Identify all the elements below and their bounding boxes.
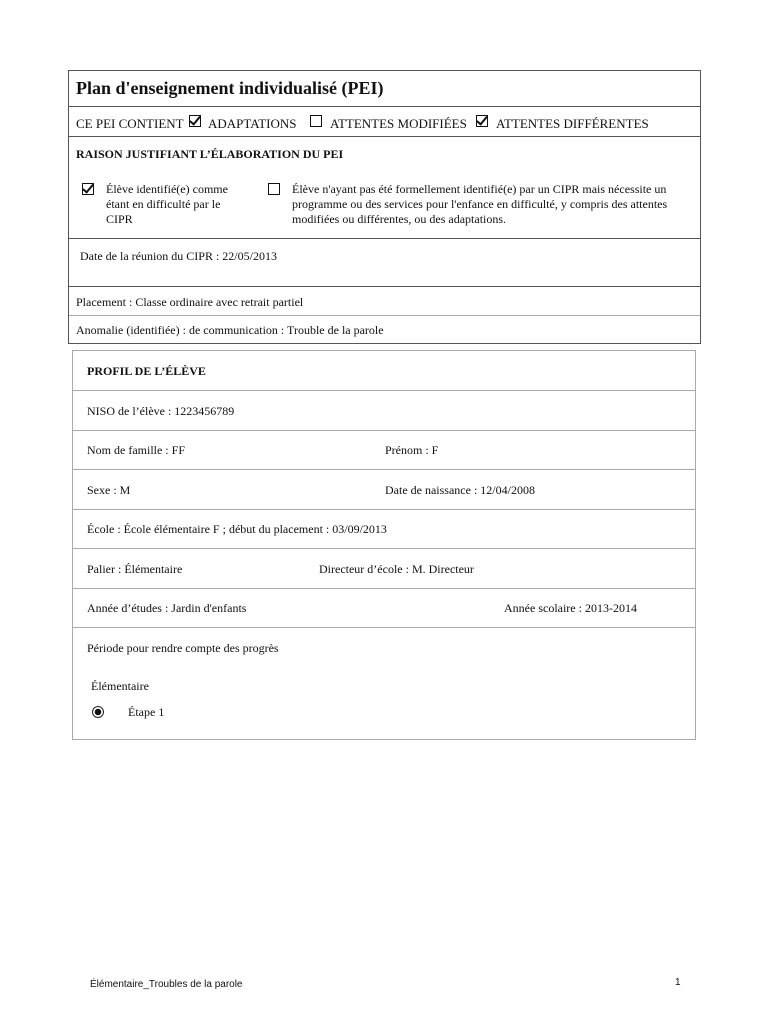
divider <box>73 469 695 470</box>
student-niso: NISO de l’élève : 1223456789 <box>87 404 235 418</box>
alternative-expectations-checkbox[interactable] <box>476 115 488 127</box>
student-birth-date: Date de naissance : 12/04/2008 <box>385 483 535 497</box>
divider <box>73 390 695 391</box>
reporting-level-group: Élémentaire <box>91 679 149 693</box>
alternative-expectations-label: ATTENTES DIFFÉRENTES <box>496 116 649 131</box>
identified-student-checkbox[interactable] <box>82 183 94 195</box>
placement: Placement : Classe ordinaire avec retrait partiel <box>76 295 304 309</box>
anomaly: Anomalie (identifiée) : de communication : Trouble de la parole <box>76 323 384 337</box>
reporting-period: Période pour rendre compte des progrès <box>87 641 279 655</box>
not-identified-student-checkbox[interactable] <box>268 183 280 195</box>
footer-document-name: Élémentaire_Troubles de la parole <box>90 979 243 990</box>
divider <box>73 588 695 589</box>
modified-expectations-label: ATTENTES MODIFIÉES <box>330 116 467 131</box>
student-first-name: Prénom : F <box>385 443 439 457</box>
identified-student-text: Élève identifié(e) comme étant en difficulté par le CIPR <box>106 182 228 226</box>
divider <box>73 509 695 510</box>
step-1-label: Étape 1 <box>128 705 165 719</box>
divider <box>69 286 700 287</box>
student-sex: Sexe : M <box>87 483 131 497</box>
student-school: École : École élémentaire F ; début du placement : 03/09/2013 <box>87 522 387 536</box>
divider <box>73 627 695 628</box>
student-level: Palier : Élémentaire <box>87 562 183 576</box>
divider <box>69 136 700 137</box>
contains-label: CE PEI CONTIENT <box>76 116 184 131</box>
profile-heading: PROFIL DE L’ÉLÈVE <box>87 364 206 378</box>
divider <box>73 430 695 431</box>
student-last-name: Nom de famille : FF <box>87 443 185 457</box>
divider <box>69 106 700 107</box>
student-grade: Année d’études : Jardin d'enfants <box>87 601 247 615</box>
divider <box>69 238 700 239</box>
school-year: Année scolaire : 2013-2014 <box>504 601 637 615</box>
school-principal: Directeur d’école : M. Directeur <box>319 562 474 576</box>
reason-heading: RAISON JUSTIFIANT L’ÉLABORATION DU PEI <box>76 147 344 161</box>
modified-expectations-checkbox[interactable] <box>310 115 322 127</box>
step-1-radio[interactable] <box>92 706 104 718</box>
not-identified-student-text: Élève n'ayant pas été formellement identifié(e) par un CIPR mais nécessite un programme ou des services pour l'enfance en difficulté, y compris des attentes modifiées ou différentes, ou des adaptations. <box>292 182 668 226</box>
adaptations-checkbox[interactable] <box>189 115 201 127</box>
divider <box>73 548 695 549</box>
divider <box>69 315 700 316</box>
page-number: 1 <box>675 977 681 988</box>
adaptations-label: ADAPTATIONS <box>208 116 297 131</box>
meeting-date: Date de la réunion du CIPR : 22/05/2013 <box>80 249 277 263</box>
page-title: Plan d'enseignement individualisé (PEI) <box>76 78 384 98</box>
